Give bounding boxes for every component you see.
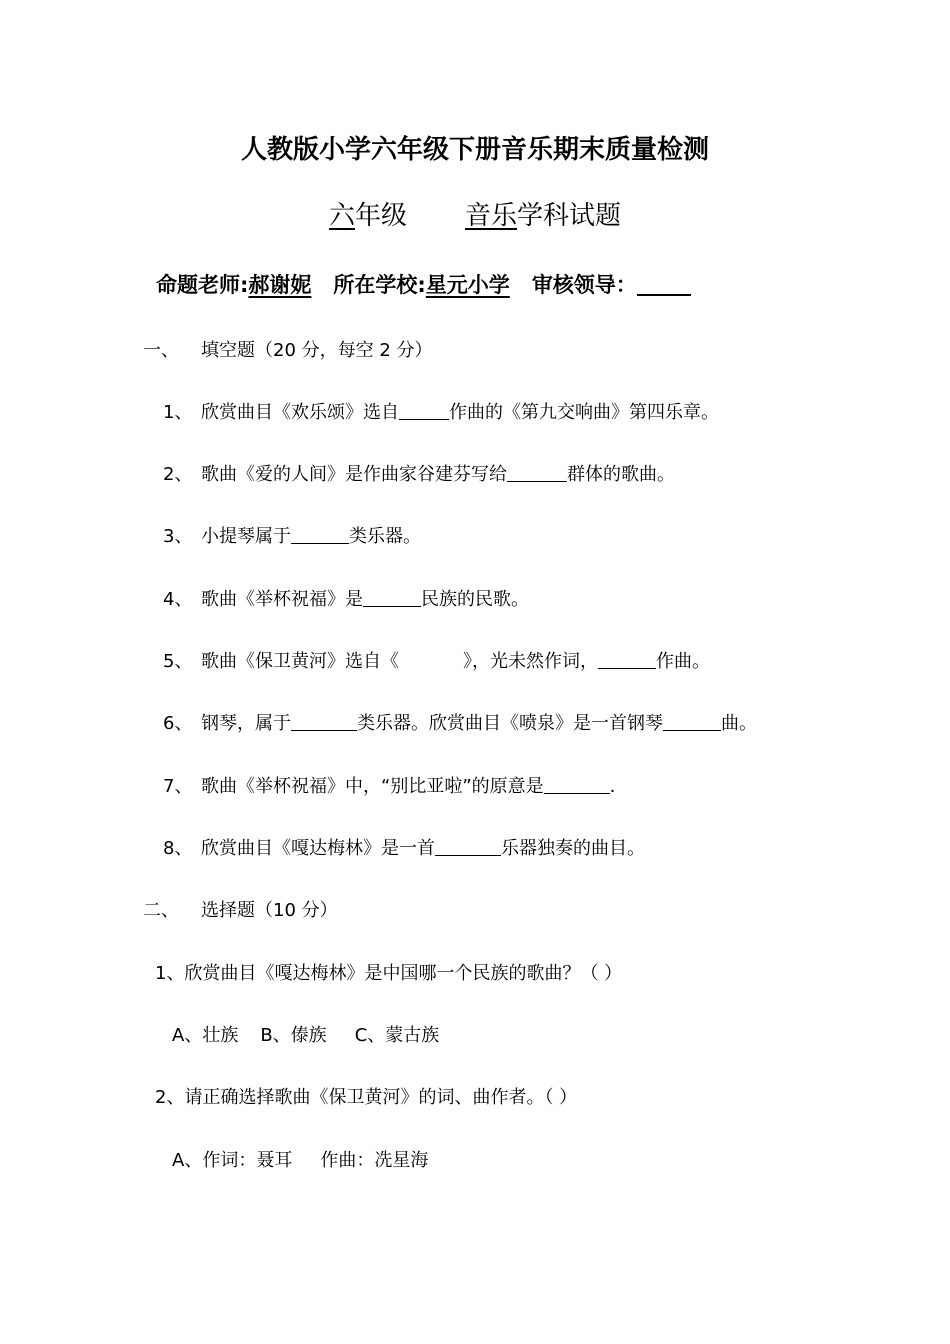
question-text: 钢琴，属于: [201, 713, 291, 734]
question-text: 欣赏曲目《嘎达梅林》是一首: [201, 838, 435, 859]
question-text: 歌曲《举杯祝福》中，“别比亚啦”的原意是: [201, 776, 544, 797]
exam-info: [156, 272, 691, 298]
section-heading-2: [143, 898, 338, 924]
question-text: 曲。: [721, 713, 757, 734]
question-text: 群体的歌曲。: [567, 464, 675, 485]
question-number: 8、: [163, 838, 193, 859]
option-a-composer: 作曲：冼星海: [320, 1150, 429, 1171]
teacher-name: 郝谢妮: [248, 273, 312, 297]
page-title: 人教版小学六年级下册音乐期末质量检测: [240, 135, 709, 165]
option-c[interactable]: C、蒙古族: [354, 1025, 440, 1046]
question-1: [163, 400, 719, 426]
answer-blank[interactable]: [663, 712, 721, 731]
question-7: [163, 774, 615, 800]
question-5: [163, 649, 710, 675]
option-b[interactable]: B、傣族: [260, 1025, 327, 1046]
question-number: 1、: [163, 402, 193, 423]
question-text: 民族的民歌。: [421, 589, 529, 610]
grade-suffix: 年级: [354, 201, 407, 231]
choice-options-1: [172, 1023, 439, 1049]
question-text: 类乐器。欣赏曲目《喷泉》是一首钢琴: [357, 713, 663, 734]
subject-suffix: 学科试题: [517, 201, 622, 231]
question-text: 乐器独奏的曲目。: [501, 838, 645, 859]
choice-question-2: 2、请正确选择歌曲《保卫黄河》的词、曲作者。（ ）: [155, 1087, 578, 1108]
answer-blank[interactable]: [507, 463, 567, 482]
answer-blank[interactable]: [363, 588, 421, 607]
question-number: 4、: [163, 589, 193, 610]
subject-name: 音乐: [465, 201, 518, 231]
grade-number: 六: [328, 201, 355, 231]
question-number: 5、: [163, 651, 193, 672]
reviewer-blank[interactable]: [637, 272, 691, 296]
answer-blank[interactable]: [291, 525, 349, 544]
question-2: [163, 462, 675, 488]
question-text: 歌曲《爱的人间》是作曲家谷建芬写给: [201, 464, 507, 485]
section-title: 选择题（10 分）: [201, 900, 338, 921]
question-text: 歌曲《保卫黄河》选自《: [201, 651, 399, 672]
section-heading-1: [143, 338, 433, 364]
subtitle: [0, 203, 950, 229]
answer-blank[interactable]: [435, 837, 501, 856]
reviewer-label: 审核领导：: [531, 273, 637, 297]
question-number: 2、: [163, 464, 193, 485]
question-text: 欣赏曲目《欢乐颂》选自: [201, 402, 399, 423]
question-text: 作曲。: [656, 651, 710, 672]
question-6: [163, 711, 757, 737]
question-text: 类乐器。: [349, 526, 421, 547]
school-name: 星元小学: [425, 273, 510, 297]
question-text: 》，光未然作词，: [463, 651, 598, 672]
school-label: 所在学校:: [333, 273, 426, 297]
question-8: [163, 836, 645, 862]
question-text: .: [609, 776, 616, 797]
choice-options-2: [172, 1148, 428, 1174]
question-3: [163, 524, 421, 550]
section-number: 一、: [143, 340, 179, 361]
section-number: 二、: [143, 900, 179, 921]
answer-blank[interactable]: [544, 775, 610, 794]
answer-blank[interactable]: [598, 650, 656, 669]
section-title: 填空题（20 分，每空 2 分）: [201, 340, 433, 361]
option-a[interactable]: A、壮族: [172, 1025, 239, 1046]
question-number: 6、: [163, 713, 193, 734]
question-text: 作曲的《第九交响曲》第四乐章。: [449, 402, 719, 423]
option-a-lyricist[interactable]: A、作词：聂耳: [172, 1150, 293, 1171]
choice-question-1: 1、欣赏曲目《嘎达梅林》是中国哪一个民族的歌曲？（ ）: [155, 963, 623, 984]
question-text: 歌曲《举杯祝福》是: [201, 589, 363, 610]
question-number: 7、: [163, 776, 193, 797]
question-number: 3、: [163, 526, 193, 547]
answer-blank[interactable]: [291, 712, 357, 731]
answer-blank[interactable]: [399, 401, 449, 420]
question-4: [163, 587, 529, 613]
question-text: 小提琴属于: [201, 526, 291, 547]
teacher-label: 命题老师:: [156, 273, 249, 297]
